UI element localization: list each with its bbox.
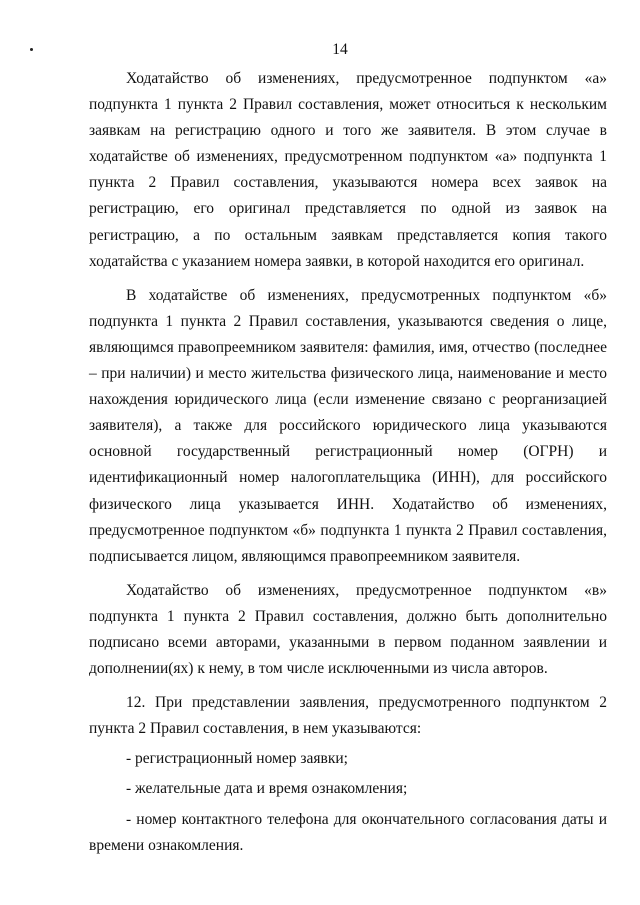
- list-item: - желательные дата и время ознакомления;: [126, 780, 408, 798]
- page-number: 14: [332, 41, 348, 58]
- paragraph: 12. При представлении заявления, предусмотренного подпунктом 2 пункта 2 Правил составления, в нем указываются:: [89, 694, 607, 738]
- document-body: [89, 66, 607, 859]
- list-item: - номер контактного телефона для окончательного согласования даты и времени ознакомления.: [89, 810, 607, 854]
- paragraph: Ходатайство об изменениях, предусмотренное подпунктом «в» подпункта 1 пункта 2 Правил составления, должно быть дополнительно подписано всеми авторами, указанными в первом поданном заявлении и дополнении(ях) к нему, в том числе исключенными из числа авторов.: [89, 581, 607, 678]
- paragraph: В ходатайстве об изменениях, предусмотренных подпунктом «б» подпункта 1 пункта 2 Правил составления, указываются сведения о лице, являющимся правопреемником заявителя: фамилия, имя, отчество (последнее – при наличии) и место жительства физического лица, наименование и место нахождения юридического лица (если изменение связано с реорганизацией заявителя), а также для российского юридического лица указываются основной государственный регистрационный номер (ОГРН) и идентификационный номер налогоплательщика (ИНН), для российского физического лица указывается ИНН. Ходатайство об изменениях, предусмотренное подпунктом «б» подпункта 1 пункта 2 Правил составления, подписывается лицом, являющимся правопреемником заявителя.: [89, 286, 607, 565]
- paragraph: Ходатайство об изменениях, предусмотренное подпунктом «а» подпункта 1 пункта 2 Правил составления, может относиться к нескольким заявкам на регистрацию одного и того же заявителя. В этом случае в ходатайстве об изменениях, предусмотренном подпунктом «а» подпункта 1 пункта 2 Правил составления, указываются номера всех заявок на регистрацию, его оригинал представляется по одной из заявок на регистрацию, а по остальным заявкам представляется копия такого ходатайства с указанием номера заявки, в которой находится его оригинал.: [89, 70, 607, 270]
- list-item: - регистрационный номер заявки;: [126, 750, 348, 768]
